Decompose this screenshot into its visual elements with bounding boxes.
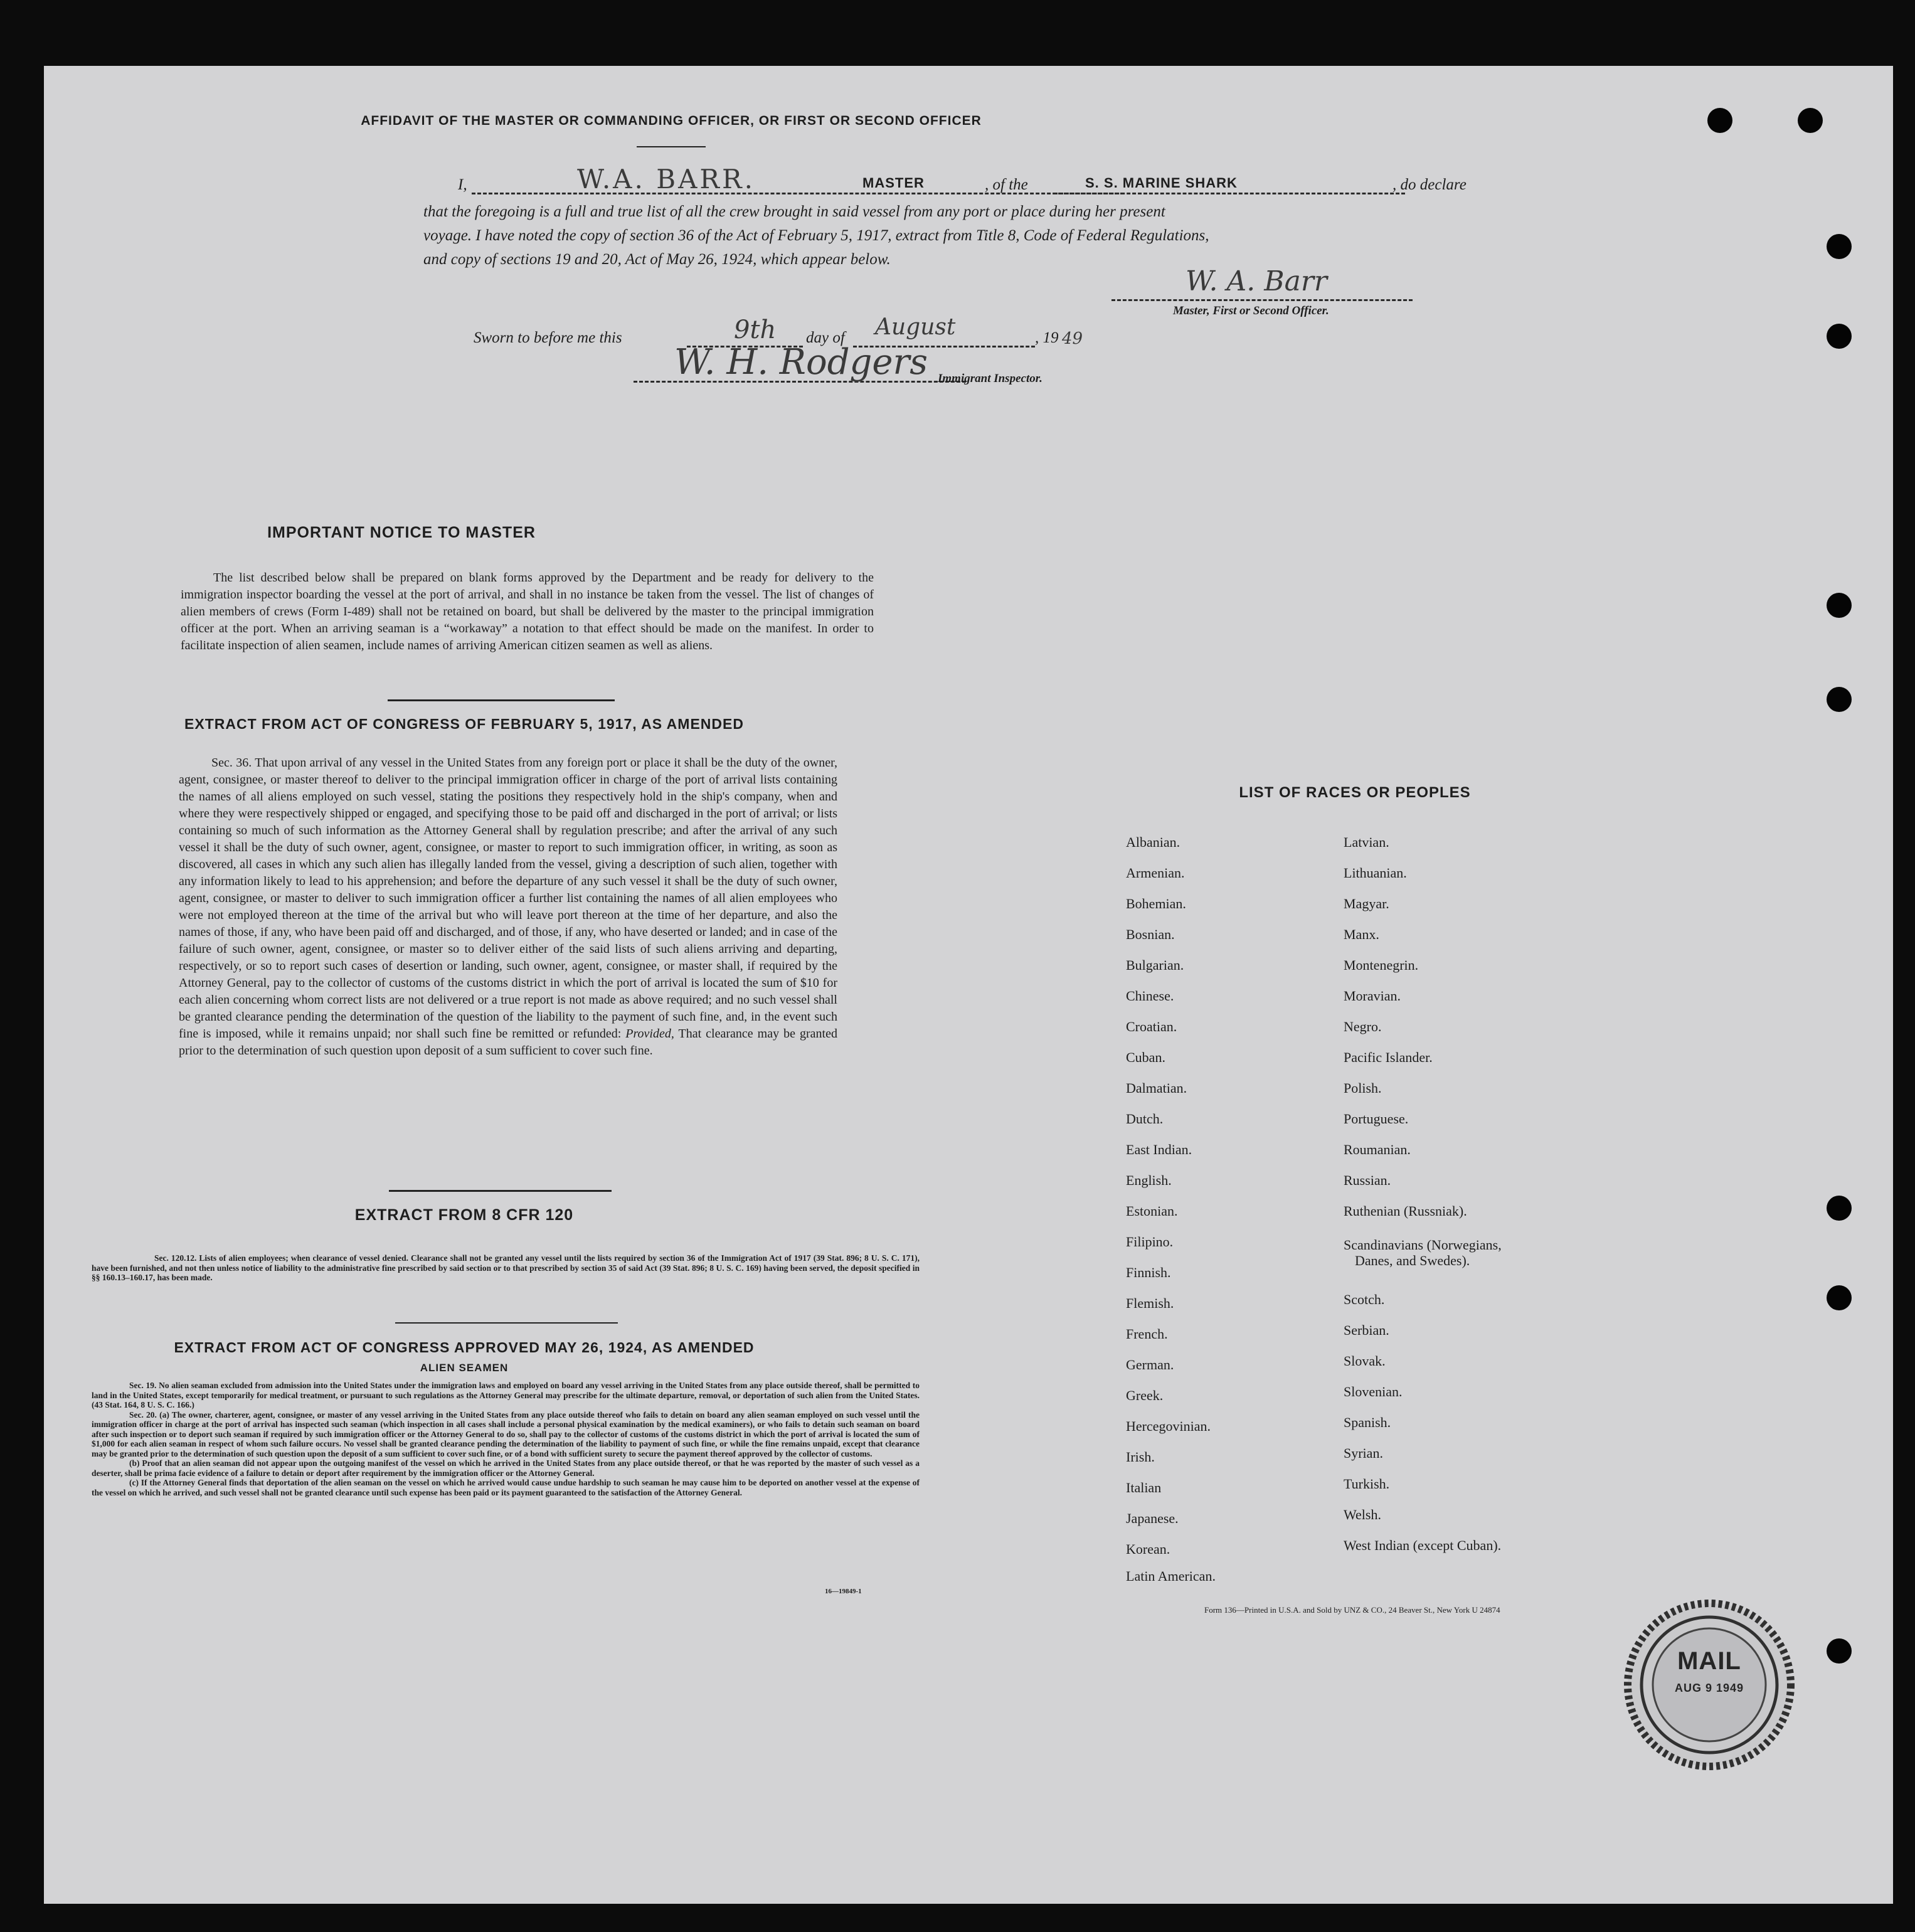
race-item: Filipino. (1126, 1234, 1174, 1250)
affidavit-line2: that the foregoing is a full and true list of all the crew brought in said vessel from any port or place during her present (423, 203, 1165, 220)
divider (637, 146, 706, 147)
inspector-caption: Immigrant Inspector. (938, 372, 1042, 385)
race-item: Slovenian. (1344, 1384, 1403, 1399)
race-item: German. (1126, 1357, 1174, 1372)
race-item: Croatian. (1126, 1019, 1177, 1034)
race-item: Estonian. (1126, 1203, 1178, 1219)
race-item: Bohemian. (1126, 896, 1186, 911)
race-item: Finnish. (1126, 1265, 1171, 1280)
race-item: Polish. (1344, 1080, 1382, 1096)
rank-value: MASTER (862, 175, 925, 191)
race-item: Roumanian. (1344, 1142, 1411, 1157)
race-item: Latvian. (1344, 834, 1389, 850)
notice-body: The list described below shall be prepared on blank forms approved by the Department and be ready for delivery to the immigration inspector boarding the vessel at the port of arrival, and shall in no instance be taken from the vessel. The list of changes of alien members of crews (Form I-489) shall not be retained on board, but shall be delivered by the master to the principal immigration officer at the port. When an arriving seaman is a “workaway” a notation to that effect should be made on the manifest. In order to facilitate inspection of alien seamen, include names of arriving American citizen seamen as well as aliens. (181, 571, 874, 652)
race-item: Portuguese. (1344, 1111, 1409, 1127)
label-year: , 19 (1035, 329, 1059, 346)
race-item: Scandinavians (Norwegians, (1344, 1237, 1502, 1253)
affidavit-body (423, 200, 1490, 272)
sec36-text: That upon arrival of any vessel in the United States from any foreign port or place it shall be the duty of the owner, agent, consignee, or master thereof to deliver to the principal immigration officer in charge of the port of arrival lists containing the names of all aliens employed on such vessel, stating the positions they respectively hold in the ship's company, when and where they were respectively shipped or engaged, and specifying those to be paid off and discharged in the port of arrival; or lists containing so much of such information as the Attorney General shall by regulation prescribe; and after the arrival of any such vessel it shall be the duty of such owner, agent, consignee, or master to report to such immigration officer, in writing, as soon as discovered, all cases in which any such alien has illegally landed from the vessel, giving a description of such alien, together with any information likely to lead to his apprehension; and before the departure of any such vessel it shall be the duty of such owner, agent, consignee, or master to deliver to such immigration officer a further list containing the names of all alien employees who were not employed thereon at the time of the arrival but who will leave port thereon at the time of her departure, and also the names of those, if any, who have been paid off and discharged, and of those, if any, who have deserted or landed; and in case of the failure of such owner, agent, consignee, or master so to deliver either of the said lists of such aliens arriving and departing, respectively, or so to report such cases of desertion or landing, such owner, agent, consignee, or master shall, if required by the Attorney General, pay to the collector of customs of the customs district in which the port of arrival is located the sum of $10 for each alien concerning whom correct lists are not delivered or a true report is not made as above required; and no such vessel shall be granted clearance pending the determination of the question of the liability to the payment of such fine, and, in the event such fine is imposed, while it remains unpaid; nor shall such fine be remitted or refunded: (179, 756, 837, 1041)
stamp-word: MAIL (1677, 1647, 1741, 1675)
master-name-handwritten: W.A. BARR. (577, 164, 756, 194)
race-item: Pacific Islander. (1344, 1049, 1433, 1065)
extract-1924-body (92, 1381, 920, 1497)
race-item: Bosnian. (1126, 926, 1175, 942)
race-item: Montenegrin. (1344, 957, 1419, 973)
race-item: Latin American. (1126, 1568, 1216, 1584)
label-do-declare: , do declare (1392, 176, 1467, 193)
race-item: Korean. (1126, 1541, 1170, 1557)
master-caption: Master, First or Second Officer. (1173, 304, 1329, 317)
race-item: Slovak. (1344, 1353, 1386, 1369)
race-item: Scotch. (1344, 1292, 1385, 1307)
race-item: Dutch. (1126, 1111, 1164, 1127)
printer-imprint: Form 136—Printed in U.S.A. and Sold by UNZ & CO., 24 Beaver St., New York U 24874 (1204, 1605, 1500, 1615)
sworn-month-handwritten: August (875, 314, 956, 340)
divider (388, 699, 615, 701)
alien-seamen-subtitle: ALIEN SEAMEN (420, 1362, 509, 1374)
race-item: Bulgarian. (1126, 957, 1184, 973)
races-title: LIST OF RACES OR PEOPLES (1239, 784, 1471, 801)
race-item: Welsh. (1344, 1507, 1381, 1522)
provided-label: Provided, (625, 1027, 674, 1041)
master-signature-line (1111, 299, 1413, 301)
race-item: Lithuanian. (1344, 865, 1407, 881)
race-item: French. (1126, 1326, 1168, 1342)
postal-stamp (1618, 1594, 1800, 1776)
stamp-date: AUG 9 1949 (1674, 1682, 1744, 1694)
binder-hole (1827, 324, 1852, 349)
binder-hole (1827, 1638, 1852, 1664)
race-item: Cuban. (1126, 1049, 1165, 1065)
race-item: Russian. (1344, 1172, 1391, 1188)
extract-1917-title: EXTRACT FROM ACT OF CONGRESS OF FEBRUARY 5, 1917, AS AMENDED (184, 716, 744, 732)
binder-hole (1798, 108, 1823, 133)
sec20a-text: Sec. 20. (a) The owner, charterer, agent, consignee, or master of any vessel arriving in the United States from any place outside thereof who fails to detain on board any alien seaman employed on such vessel until the immigration officer in charge at the port of arrival has inspected such seaman (which inspection in all cases shall include a personal physical examination by the medical examiners), or who fails to detain such seaman on board after such inspection or to deport such seaman if required by such immigration officer or the Attorney General to do so, shall pay to the collector of customs of the customs district in which the port of arrival is located the sum of $1,000 for each alien seaman in respect of whom such failure occurs. No vessel shall be granted clearance pending the determination of the liability to payment of such fine, or while the fine remains unpaid, except that clearance may be granted prior to the determination of such question upon the deposit of a sum sufficient to cover such fine, or of a bond with sufficient surety to secure the payment thereof approved by the collector of customs. (92, 1409, 920, 1458)
race-item: Italian (1126, 1480, 1162, 1495)
print-code: 16—19849-1 (825, 1588, 862, 1595)
divider (389, 1190, 612, 1192)
sec36-label: Sec. 36. (211, 756, 252, 770)
race-item: Dalmatian. (1126, 1080, 1187, 1096)
race-item: Negro. (1344, 1019, 1382, 1034)
label-day-of: day of (806, 329, 845, 346)
race-item: Hercegovinian. (1126, 1418, 1211, 1434)
race-item: Magyar. (1344, 896, 1389, 911)
notice-title: IMPORTANT NOTICE TO MASTER (267, 524, 536, 541)
master-signature: W. A. Barr (1186, 265, 1327, 297)
race-item: West Indian (except Cuban). (1344, 1537, 1502, 1553)
binder-hole (1827, 1285, 1852, 1310)
sec20b-text: (b) Proof that an alien seaman did not appear upon the outgoing manifest of the vessel on which he arrived in the United States from any place outside thereof, or that he was reported by the master of such vessel as a deserter, shall be prima facie evidence of a failure to detain or deport after requirement by the immigration officer or the Attorney General. (92, 1458, 920, 1478)
vessel-name: S. S. MARINE SHARK (1085, 175, 1238, 191)
provided-text: That clearance may be granted prior to the determination of such question upon deposit of a sum sufficient to cover such fine. (179, 1027, 837, 1058)
sec19-text: Sec. 19. No alien seaman excluded from admission into the United States under the immigration laws and employed on board any vessel arriving in the United States from any place outside thereof, shall be permitted to land in the United States, except temporarily for medical treatment, or pursuant to such regulations as the Attorney General may prescribe for the ultimate departure, removal, or deportation of such alien from the United States. (43 Stat. 164, 8 U. S. C. 166.) (92, 1381, 920, 1409)
race-item: Flemish. (1126, 1295, 1174, 1311)
document-sheet (44, 66, 1893, 1904)
label-of-the: , of the (985, 176, 1028, 193)
label-sworn: Sworn to before me this (474, 329, 622, 346)
race-item: Serbian. (1344, 1322, 1389, 1338)
extract-1924-title: EXTRACT FROM ACT OF CONGRESS APPROVED MAY 26, 1924, AS AMENDED (174, 1339, 755, 1356)
binder-hole (1827, 687, 1852, 712)
race-item: Albanian. (1126, 834, 1180, 850)
race-item: Danes, and Swedes). (1355, 1253, 1470, 1268)
sec20c-text: (c) If the Attorney General finds that deportation of the alien seaman on the vessel on which he arrived would cause undue hardship to such seaman he may cause him to be deported on another vessel at the expense of the vessel on which he arrived, and such vessel shall not be granted clearance until such expense has been paid or its payment guaranteed to the satisfaction of the Attorney General. (92, 1478, 920, 1497)
binder-hole (1827, 234, 1852, 259)
race-item: Ruthenian (Russniak). (1344, 1203, 1467, 1219)
race-item: East Indian. (1126, 1142, 1192, 1157)
divider (395, 1322, 618, 1324)
race-item: Moravian. (1344, 988, 1401, 1004)
extract-1917-body (179, 755, 837, 1059)
fill-line (1054, 193, 1405, 194)
cfr-body: Sec. 120.12. Lists of alien employees; when clearance of vessel denied. Clearance shall not be granted any vessel until the lists required by section 36 of the Immigration Act of 1917 (39 Stat. 896; 8 U. S. C. 171), have been furnished, and not then unless notice of liability to the administrative fine prescribed by said section or to that prescribed by section 35 of said Act (39 Stat. 896; 8 U. S. C. 169) having been served, the deposit specified in §§ 160.13–160.17, has been made. (92, 1253, 920, 1282)
inspector-signature: W. H. Rodgers (674, 342, 928, 383)
cfr-title: EXTRACT FROM 8 CFR 120 (354, 1206, 574, 1224)
race-item: Japanese. (1126, 1510, 1179, 1526)
race-item: Turkish. (1344, 1476, 1390, 1492)
race-item: English. (1126, 1172, 1172, 1188)
label-i: I, (458, 176, 467, 193)
race-item: Greek. (1126, 1388, 1164, 1403)
binder-hole (1707, 108, 1732, 133)
sworn-day-handwritten: 9th (734, 316, 777, 344)
binder-hole (1827, 1196, 1852, 1221)
race-item: Irish. (1126, 1449, 1155, 1465)
affidavit-title: AFFIDAVIT OF THE MASTER OR COMMANDING OFFICER, OR FIRST OR SECOND OFFICER (361, 114, 982, 128)
race-item: Syrian. (1344, 1445, 1383, 1461)
race-item: Chinese. (1126, 988, 1174, 1004)
affidavit-line3: voyage. I have noted the copy of section 36 of the Act of February 5, 1917, extract from Title 8, Code of Federal Regulations, (423, 227, 1209, 244)
affidavit-line1 (458, 164, 1499, 199)
affidavit-line4: and copy of sections 19 and 20, Act of May 26, 1924, which appear below. (423, 251, 891, 268)
race-item: Spanish. (1344, 1414, 1391, 1430)
race-item: Armenian. (1126, 865, 1185, 881)
race-item: Manx. (1344, 926, 1379, 942)
year-handwritten: 49 (1062, 329, 1083, 348)
binder-hole (1827, 593, 1852, 618)
